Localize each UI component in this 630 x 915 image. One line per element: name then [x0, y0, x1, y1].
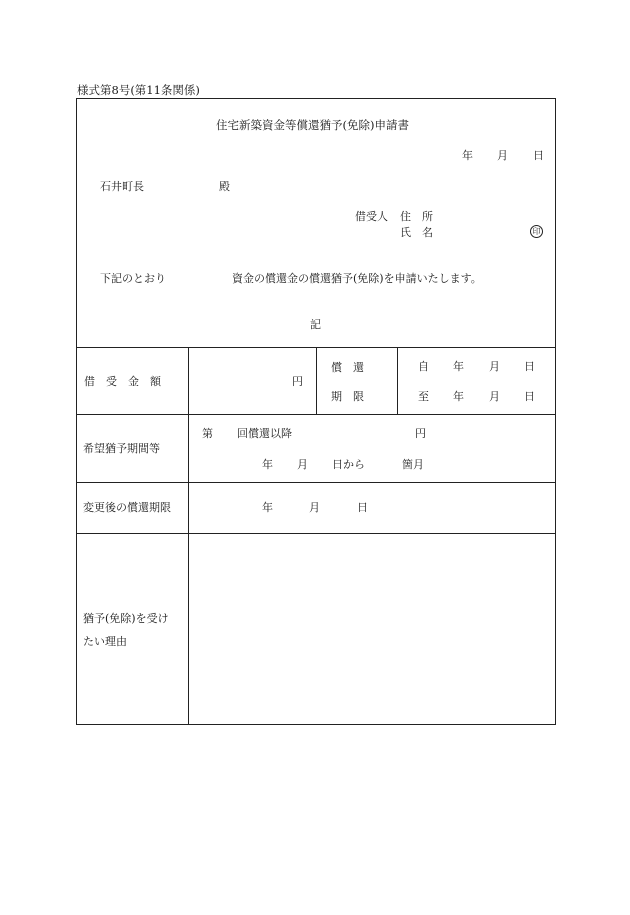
- repayment-label-divider-left: [316, 347, 317, 414]
- desired-deferment-label: 希望猶予期間等: [83, 442, 160, 455]
- installment-after: 回償還以降: [237, 427, 292, 440]
- request-prefix: 下記のとおり: [100, 272, 166, 285]
- repayment-label: 償 還: [331, 361, 364, 374]
- reason-label-line-1: 猶予(免除)を受け: [83, 612, 169, 625]
- period-to-month: 月: [489, 390, 500, 403]
- deferment-from-day: 日から: [332, 458, 365, 471]
- period-from-year: 年: [453, 360, 464, 373]
- period-to: 至: [418, 390, 429, 403]
- date-month-label: 月: [497, 149, 508, 162]
- label-column-divider: [188, 347, 189, 725]
- loan-amount-label: 借 受 金 額: [84, 375, 161, 388]
- reason-entry-area[interactable]: [190, 535, 554, 723]
- period-label: 期 限: [331, 390, 364, 403]
- changed-deadline-label: 変更後の償還期限: [83, 501, 171, 514]
- applicant-role: 借受人: [355, 210, 388, 223]
- changed-year: 年: [262, 501, 273, 514]
- loan-amount-yen: 円: [292, 375, 303, 388]
- installment-yen: 円: [415, 427, 426, 440]
- installment-dai: 第: [202, 427, 213, 440]
- row-divider-3: [76, 533, 556, 534]
- seal-mark: 印: [530, 225, 543, 238]
- period-from-month: 月: [489, 360, 500, 373]
- period-to-day: 日: [524, 390, 535, 403]
- deferment-year: 年: [262, 458, 273, 471]
- form-title: 住宅新築資金等償還猶予(免除)申請書: [216, 118, 409, 132]
- addressee-name: 石井町長: [100, 180, 144, 193]
- period-to-year: 年: [453, 390, 464, 403]
- date-day-label: 日: [533, 149, 544, 162]
- repayment-label-divider-right: [397, 347, 398, 414]
- form-number: 様式第8号(第11条関係): [77, 83, 200, 97]
- changed-month: 月: [309, 501, 320, 514]
- deferment-month: 月: [297, 458, 308, 471]
- request-body: 資金の償還金の償還猶予(免除)を申請いたします。: [232, 272, 482, 285]
- date-year-label: 年: [462, 149, 473, 162]
- period-from-day: 日: [524, 360, 535, 373]
- row-divider-1: [76, 414, 556, 415]
- period-from: 自: [418, 360, 429, 373]
- ki-heading: 記: [310, 318, 321, 331]
- addressee-honorific: 殿: [219, 180, 230, 193]
- deferment-months: 箇月: [402, 458, 424, 471]
- reason-label-line-2: たい理由: [83, 635, 127, 648]
- applicant-address-label: 住 所: [400, 210, 433, 223]
- applicant-name-label: 氏 名: [400, 226, 433, 239]
- row-divider-2: [76, 482, 556, 483]
- changed-day: 日: [357, 501, 368, 514]
